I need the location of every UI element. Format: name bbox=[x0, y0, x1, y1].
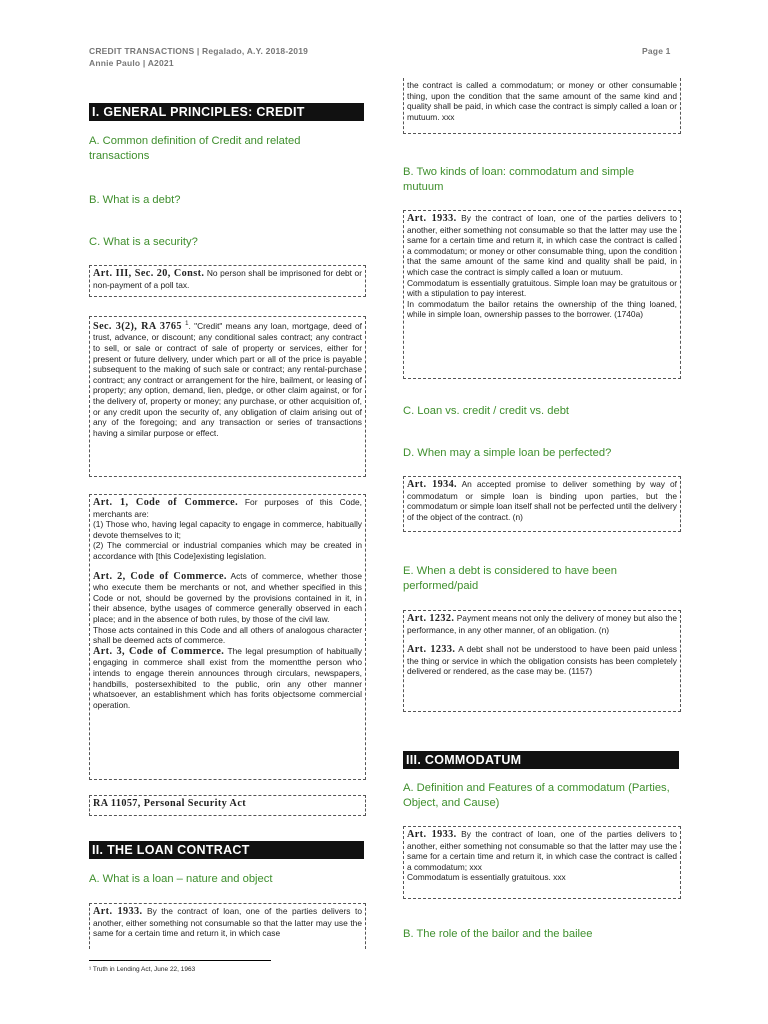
provision-text: For purposes of this Code, merchants are: bbox=[93, 497, 362, 519]
provision-text: the contract is called a commodatum; or money or other consumable thing, upon the condition that the same amount of the same kind and quality shall be paid, in which case the contract is simply called a loan or mutuum. xxx bbox=[407, 80, 677, 122]
provision-title: Art. 1934. bbox=[407, 479, 458, 490]
section-heading-commodatum: III. COMMODATUM bbox=[403, 751, 679, 769]
header-author-line: Annie Paulo | A2021 bbox=[89, 58, 174, 68]
provision-title: Art. 1233. bbox=[407, 644, 456, 656]
question-debt: B. What is a debt? bbox=[89, 194, 181, 206]
provision-title: Art. 1933. bbox=[407, 213, 457, 224]
provision-text: A debt shall not be understood to have been paid unless the thing or service in which the obligation consists has been completely delivered or rendered, as the case may be. (1157) bbox=[407, 644, 677, 677]
provision-text: The legal presumption of habitually engaging in commerce shall exist from the momentthe person who intends to engage therein announces through circulars, newspapers, handbills, postersexhibited to the public, orin any other manner whatsoever, an establishment which has forits objectsome commercial operation. bbox=[93, 645, 362, 710]
provision-text: No person shall be imprisoned for debt or non-payment of a poll tax. bbox=[93, 268, 362, 290]
provision-paragraph: In commodatum the bailor retains the ownership of the thing loaned, while in simple loan, ownership passes to the borrower. (1740a) bbox=[407, 298, 677, 320]
question-loan-nature: A. What is a loan – nature and object bbox=[89, 873, 273, 885]
provision-box-constitution bbox=[89, 265, 366, 297]
header-course-line: CREDIT TRANSACTIONS | Regalado, A.Y. 2018-2019 bbox=[89, 46, 309, 56]
footnote: ¹ Truth in Lending Act, June 22, 1963 bbox=[89, 966, 196, 973]
provision-text: Payment means not only the delivery of money but also the performance, in any other manner, of an obligation. (n) bbox=[407, 613, 677, 635]
provision-title: Art. 1, Code of Commerce. bbox=[93, 497, 239, 508]
provision-text: By the contract of loan, one of the parties delivers to another, either something not consumable so that the latter may use the same for a certain time and return it, in which case the contract is called a commodatum; xxx bbox=[407, 829, 677, 872]
question-bailor-bailee: B. The role of the bailor and the bailee bbox=[403, 928, 593, 940]
provision-paragraph: Those acts contained in this Code and all others of analogous character shall be deemed acts of commerce. bbox=[93, 624, 362, 646]
provision-text: An accepted promise to deliver something by way of commodatum or simple loan is binding upon parties, but the commodatum or simple loan itself shall not be perfected until the delivery of the object of the contract. (n) bbox=[407, 479, 677, 522]
provision-text: By the contract of loan, one of the parties delivers to another, either something not consumable so that the latter may use the same for a certain time and return it, in which case the contract is called a commodatum; or money or other consumable thing, upon the condition that the same amount of the same kind and quality shall be paid, in which case the contract is simply called a loan or mutuum. bbox=[407, 213, 677, 277]
provision-title: Art. III, Sec. 20, Const. bbox=[93, 268, 205, 279]
question-security: C. What is a security? bbox=[89, 236, 198, 248]
provision-title: Sec. 3(2), RA 3765 bbox=[93, 320, 182, 332]
question-kinds-of-loan: B. Two kinds of loan: commodatum and simple mutuum bbox=[403, 166, 635, 193]
running-header bbox=[89, 45, 308, 69]
provision-title: Art. 2, Code of Commerce. bbox=[93, 570, 227, 582]
provision-box-ra11057 bbox=[89, 795, 366, 816]
question-simple-loan-perfected: D. When may a simple loan be perfected? bbox=[403, 447, 612, 459]
provision-box-art1232-1233 bbox=[403, 610, 681, 712]
provision-box-code-of-commerce bbox=[89, 494, 366, 780]
question-commodatum-definition: A. Definition and Features of a commodatum (Parties, Object, and Cause) bbox=[403, 782, 670, 809]
section-heading-loan-contract: II. THE LOAN CONTRACT bbox=[89, 841, 364, 859]
provision-box-art1933 bbox=[403, 210, 681, 379]
provision-paragraph: (2) The commercial or industrial companies which may be created in accordance with [this Code]existing legislation. bbox=[93, 540, 362, 561]
provision-paragraph: Commodatum is essentially gratuitous. xxx bbox=[407, 872, 566, 883]
question-credit-definition: A. Common definition of Credit and related transactions bbox=[89, 135, 301, 162]
provision-title: Art. 1933. bbox=[407, 829, 457, 840]
question-debt-performed: E. When a debt is considered to have been performed/paid bbox=[403, 565, 617, 592]
provision-paragraph: (1) Those who, having legal capacity to engage in commerce, habitually devote themselves to it; bbox=[93, 519, 362, 540]
provision-box-art1934 bbox=[403, 476, 681, 532]
provision-box-continued bbox=[403, 78, 681, 134]
footnote-divider bbox=[89, 960, 271, 961]
provision-box-ra3765 bbox=[89, 316, 366, 477]
provision-title: Art. 1933. bbox=[93, 906, 143, 917]
provision-title: Art. 1232. bbox=[407, 613, 455, 624]
footnote-ref[interactable]: 1 bbox=[185, 321, 189, 327]
provision-title: Art. 3, Code of Commerce. bbox=[93, 645, 225, 657]
provision-text: Acts of commerce, whether those who execute them be merchants or not, and whether specified in this Code or not, should be governed by the provisions contained in it, in their absence, bythe usages of commerce generally observed in each place; and in the absence of both rules, by those of the civil law. bbox=[93, 570, 362, 624]
provision-box-art1933-left bbox=[89, 903, 366, 949]
provision-text: . "Credit" means any loan, mortgage, deed of trust, advance, or discount; any conditional sales contract; any contract to sell, or sale or contract of sale of property or services, either for present or future delivery, under which part or all of the price is payable subsequent to the making of such sale or contract; any rental-purchase contract; any contract or arrangement for the hire, bailment, or leasing of property; any option, demand, lien, pledge, or other claim against, or for the delivery of, property or money; any purchase, or other acquisition of, or any credit upon the security of, any obligation of claim arising out of any of the foregoing; and any transaction or series of transactions having a similar purpose or effect. bbox=[93, 320, 362, 438]
page-number: Page 1 bbox=[642, 46, 671, 56]
provision-paragraph: Commodatum is essentially gratuitous. Simple loan may be gratuitous or with a stipulation to pay interest. bbox=[407, 277, 677, 299]
provision-box-art1933-commodatum bbox=[403, 826, 681, 899]
section-heading-credit: I. GENERAL PRINCIPLES: CREDIT bbox=[89, 103, 364, 121]
question-loan-vs-credit: C. Loan vs. credit / credit vs. debt bbox=[403, 405, 570, 417]
provision-title: RA 11057, Personal Security Act bbox=[93, 798, 247, 809]
provision-text: By the contract of loan, one of the parties delivers to another, either something not consumable so that the latter may use the same for a certain time and return it, in which case bbox=[93, 906, 362, 939]
